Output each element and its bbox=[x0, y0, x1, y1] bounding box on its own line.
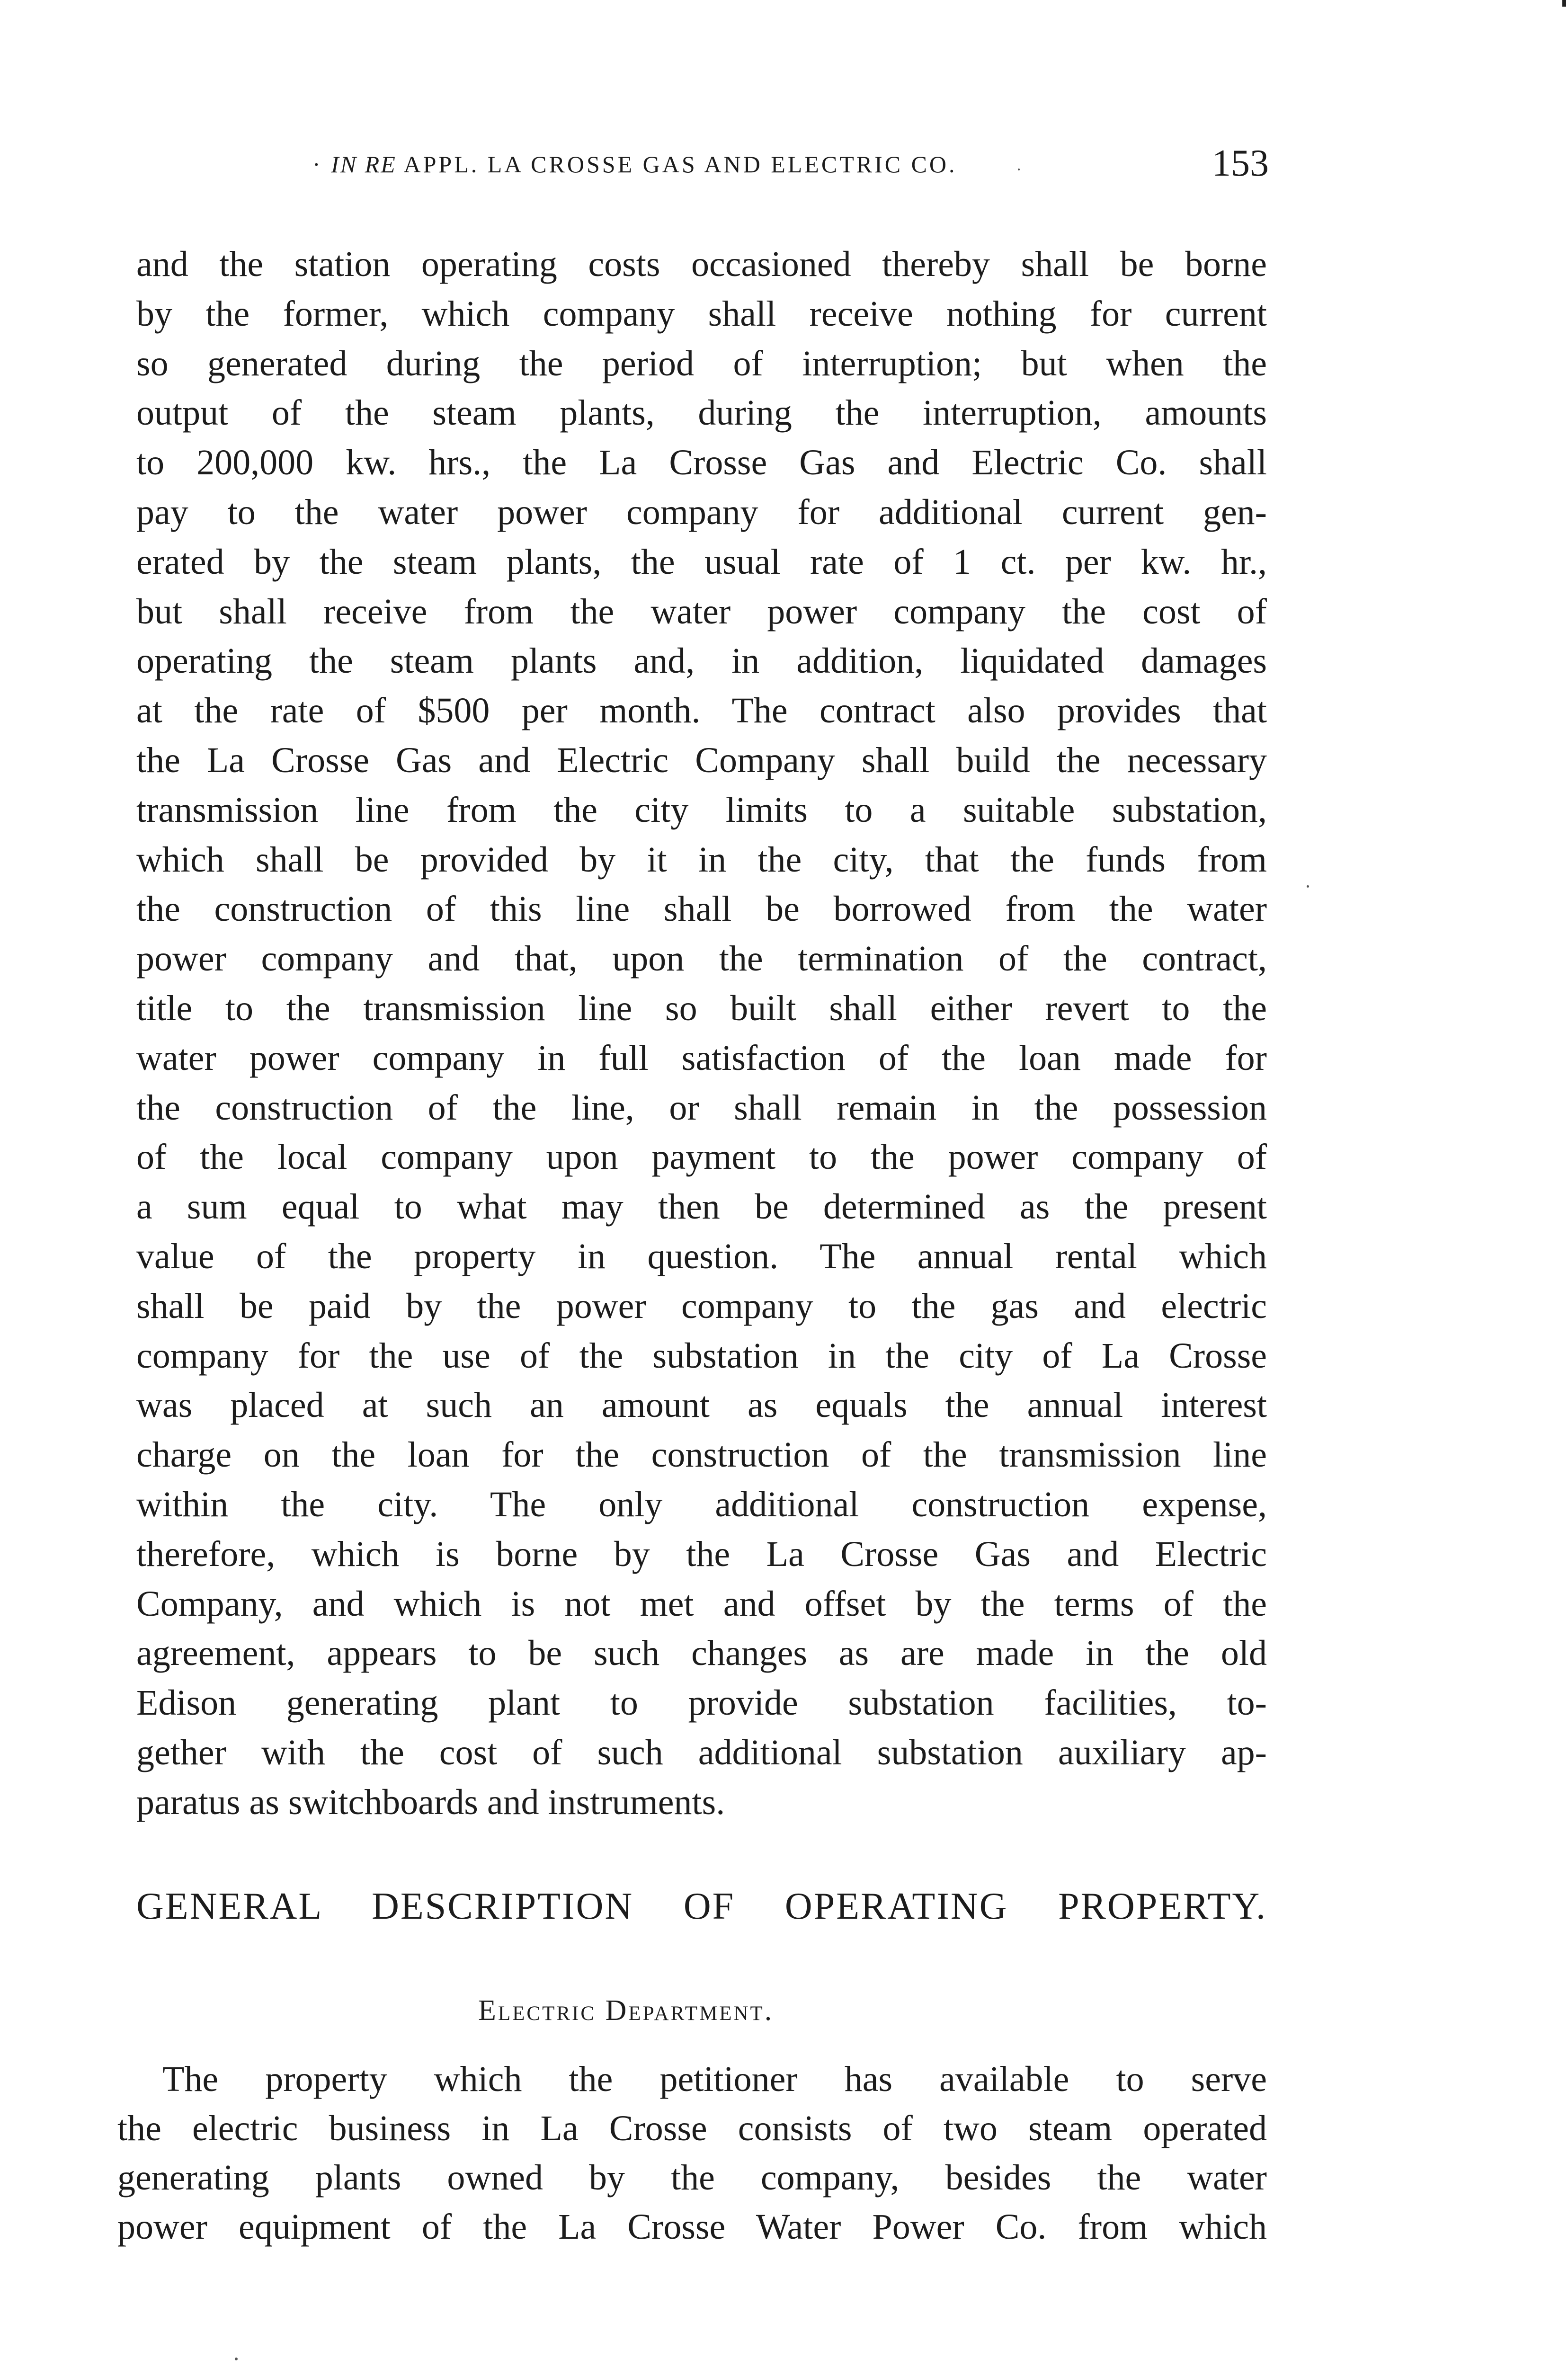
text-line: and the station operating costs occasioned thereby shall be borne bbox=[136, 244, 1267, 284]
running-header bbox=[284, 142, 1269, 194]
text-line: the construction of this line shall be borrowed from the water bbox=[136, 889, 1267, 929]
text-line: at the rate of $500 per month. The contract also provides that bbox=[136, 691, 1267, 731]
section-heading: GENERAL DESCRIPTION OF OPERATING PROPERTY. bbox=[136, 1886, 1267, 1927]
text-line: the La Crosse Gas and Electric Company shall build the necessary bbox=[136, 740, 1267, 780]
text-line: value of the property in question. The annual rental which bbox=[136, 1236, 1267, 1276]
text-line: shall be paid by the power company to the gas and electric bbox=[136, 1286, 1267, 1326]
text-line: output of the steam plants, during the interruption, amounts bbox=[136, 393, 1267, 433]
running-header-italic: IN RE bbox=[331, 151, 397, 178]
scan-speck bbox=[1307, 885, 1309, 888]
text-line: was placed at such an amount as equals the annual interest bbox=[136, 1385, 1267, 1425]
subsection-heading: Electric Department. bbox=[478, 1994, 774, 2027]
text-line: charge on the loan for the construction of the transmission line bbox=[136, 1435, 1267, 1475]
text-line: of the local company upon payment to the power company of bbox=[136, 1137, 1267, 1177]
text-line: transmission line from the city limits to a suitable substation, bbox=[136, 790, 1267, 830]
text-line: generating plants owned by the company, besides the water bbox=[117, 2158, 1267, 2198]
body-paragraph bbox=[136, 240, 1267, 1827]
text-line: power equipment of the La Crosse Water Power Co. from which bbox=[117, 2207, 1267, 2247]
text-line: Edison generating plant to provide substation facilities, to- bbox=[136, 1683, 1267, 1723]
text-line: within the city. The only additional construction expense, bbox=[136, 1484, 1267, 1524]
text-line: The property which the petitioner has available to serve bbox=[162, 2059, 1267, 2099]
text-line: so generated during the period of interruption; but when the bbox=[136, 343, 1267, 383]
text-line: operating the steam plants and, in addition, liquidated damages bbox=[136, 641, 1267, 681]
text-line: power company and that, upon the termination of the contract, bbox=[136, 939, 1267, 979]
running-header-text: APPL. LA CROSSE GAS AND ELECTRIC CO. bbox=[403, 151, 957, 178]
text-line: a sum equal to what may then be determined as the present bbox=[136, 1187, 1267, 1227]
text-line: water power company in full satisfaction of the loan made for bbox=[136, 1038, 1267, 1078]
text-line: company for the use of the substation in the city of La Crosse bbox=[136, 1335, 1267, 1376]
text-line: by the former, which company shall receive nothing for current bbox=[136, 294, 1267, 334]
text-line: agreement, appears to be such changes as are made in the old bbox=[136, 1633, 1267, 1673]
scan-speck bbox=[235, 2358, 238, 2360]
text-line: the electric business in La Crosse consists of two steam operated bbox=[117, 2109, 1267, 2148]
text-line: the construction of the line, or shall remain in the possession bbox=[136, 1087, 1267, 1128]
text-line: title to the transmission line so built shall either revert to the bbox=[136, 988, 1267, 1028]
text-line: therefore, which is borne by the La Crosse Gas and Electric bbox=[136, 1534, 1267, 1574]
text-line: which shall be provided by it in the city, that the funds from bbox=[136, 839, 1267, 880]
text-line: pay to the water power company for additional current gen- bbox=[136, 492, 1267, 532]
text-line: Company, and which is not met and offset by the terms of the bbox=[136, 1584, 1267, 1624]
text-line: but shall receive from the water power company the cost of bbox=[136, 591, 1267, 632]
text-line: to 200,000 kw. hrs., the La Crosse Gas and Electric Co. shall bbox=[136, 443, 1267, 483]
text-line: paratus as switchboards and instruments. bbox=[136, 1782, 725, 1822]
scan-edge-mark bbox=[1562, 0, 1566, 7]
text-line: erated by the steam plants, the usual rate of 1 ct. per kw. hr., bbox=[136, 542, 1267, 582]
page-number: 153 bbox=[1212, 142, 1269, 184]
text-line: gether with the cost of such additional substation auxiliary ap- bbox=[136, 1732, 1267, 1772]
running-header-title: · IN RE APPL. LA CROSSE GAS AND ELECTRIC CO. bbox=[312, 151, 957, 178]
scan-speck bbox=[1018, 169, 1020, 170]
section-paragraph bbox=[117, 2055, 1267, 2251]
